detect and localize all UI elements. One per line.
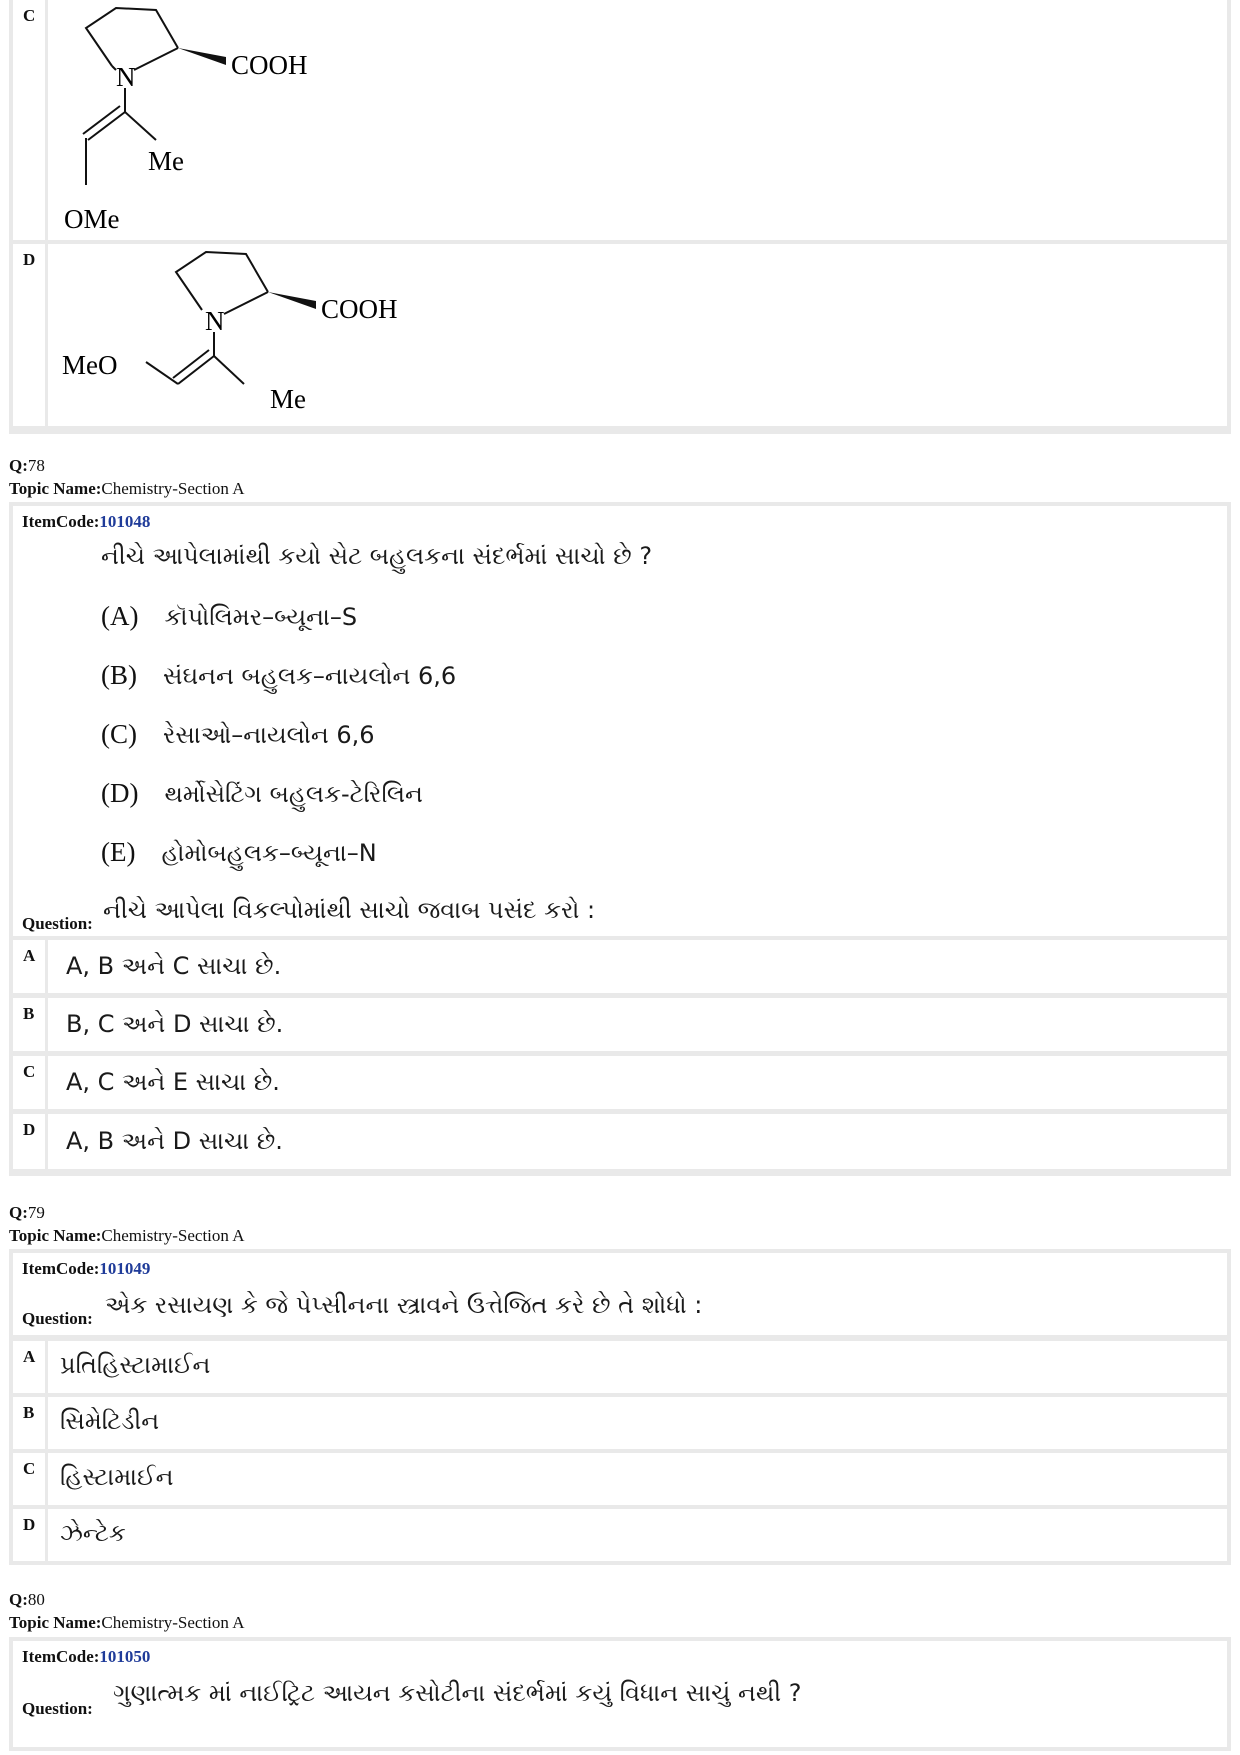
option-letter: C xyxy=(23,6,36,25)
item-code: ItemCode:101049 xyxy=(22,1259,151,1278)
question-box-78 xyxy=(9,502,1231,942)
question-number: Q:79 xyxy=(9,1203,45,1222)
question-label: Question: xyxy=(22,1309,93,1328)
q79-options xyxy=(9,1337,1231,1565)
question-stem: નીચે આપેલામાંથી કયો સેટ બહુલકના સંદર્ભમાં સાચો છે ? xyxy=(101,542,653,570)
cooh-label: COOH xyxy=(231,50,308,80)
statement-c: (C) રેસાઓ–નાયલોન 6,6 xyxy=(101,719,375,749)
option-b[interactable]: B સિમેટિડીન xyxy=(13,1397,1227,1449)
topic-name: Topic Name:Chemistry-Section A xyxy=(9,479,245,498)
meo-label: MeO xyxy=(62,350,118,380)
ome-label: OMe xyxy=(64,204,120,234)
n-label: N xyxy=(205,306,225,336)
option-row-c[interactable] xyxy=(13,0,1227,240)
topic-name: Topic Name:Chemistry-Section A xyxy=(9,1226,245,1245)
item-code: ItemCode:101048 xyxy=(22,512,151,531)
option-d[interactable]: D A, B અને D સાચા છે. xyxy=(13,1114,1227,1169)
n-label: N xyxy=(116,62,136,92)
question-text: ગુણાત્મક માં નાઈટ્રિટ આયન કસોટીના સંદર્ભમાં કયું વિધાન સાચું નથી ? xyxy=(113,1679,802,1707)
statement-b: (B) સંઘનન બહુલક–નાયલોન 6,6 xyxy=(101,660,457,690)
topic-name: Topic Name:Chemistry-Section A xyxy=(9,1613,245,1632)
question-box-79 xyxy=(9,1249,1231,1339)
me-label: Me xyxy=(148,146,184,176)
q78-options xyxy=(9,936,1231,1176)
item-code: ItemCode:101050 xyxy=(22,1647,151,1666)
option-b[interactable]: B B, C અને D સાચા છે. xyxy=(13,998,1227,1051)
question-label: Question: xyxy=(22,1699,93,1718)
statement-d: (D) થર્મોસેટિંગ બહુલક-ટેરિલિન xyxy=(101,778,423,808)
cooh-label: COOH xyxy=(321,294,398,324)
question-box-80 xyxy=(9,1637,1231,1751)
structure-c xyxy=(48,0,388,240)
option-letter: D xyxy=(23,250,36,269)
question-text: નીચે આપેલા વિકલ્પોમાંથી સાચો જવાબ પસંદ કરો : xyxy=(103,896,596,924)
statement-e: (E) હોમોબહુલક–બ્યૂના–N xyxy=(101,837,377,867)
question-number: Q:78 xyxy=(9,456,45,475)
option-d[interactable]: D ઝેન્ટેક xyxy=(13,1509,1227,1561)
question-number: Q:80 xyxy=(9,1590,45,1609)
option-c[interactable]: C A, C અને E સાચા છે. xyxy=(13,1056,1227,1109)
option-c[interactable]: C હિસ્ટામાઈન xyxy=(13,1453,1227,1505)
question-text: એક રસાયણ કે જે પેપ્સીનના સ્ત્રાવને ઉત્તેજિત કરે છે તે શોધો : xyxy=(105,1291,703,1319)
option-a[interactable]: A પ્રતિહિસ્ટામાઈન xyxy=(13,1341,1227,1393)
option-row-d[interactable] xyxy=(13,244,1227,426)
option-a[interactable]: A A, B અને C સાચા છે. xyxy=(13,940,1227,993)
statement-a: (A) કૉપોલિમર–બ્યૂના–S xyxy=(101,601,358,631)
me-label: Me xyxy=(270,384,306,414)
structure-d xyxy=(48,244,468,426)
question-label: Question: xyxy=(22,914,93,933)
prev-options-box xyxy=(9,0,1231,434)
